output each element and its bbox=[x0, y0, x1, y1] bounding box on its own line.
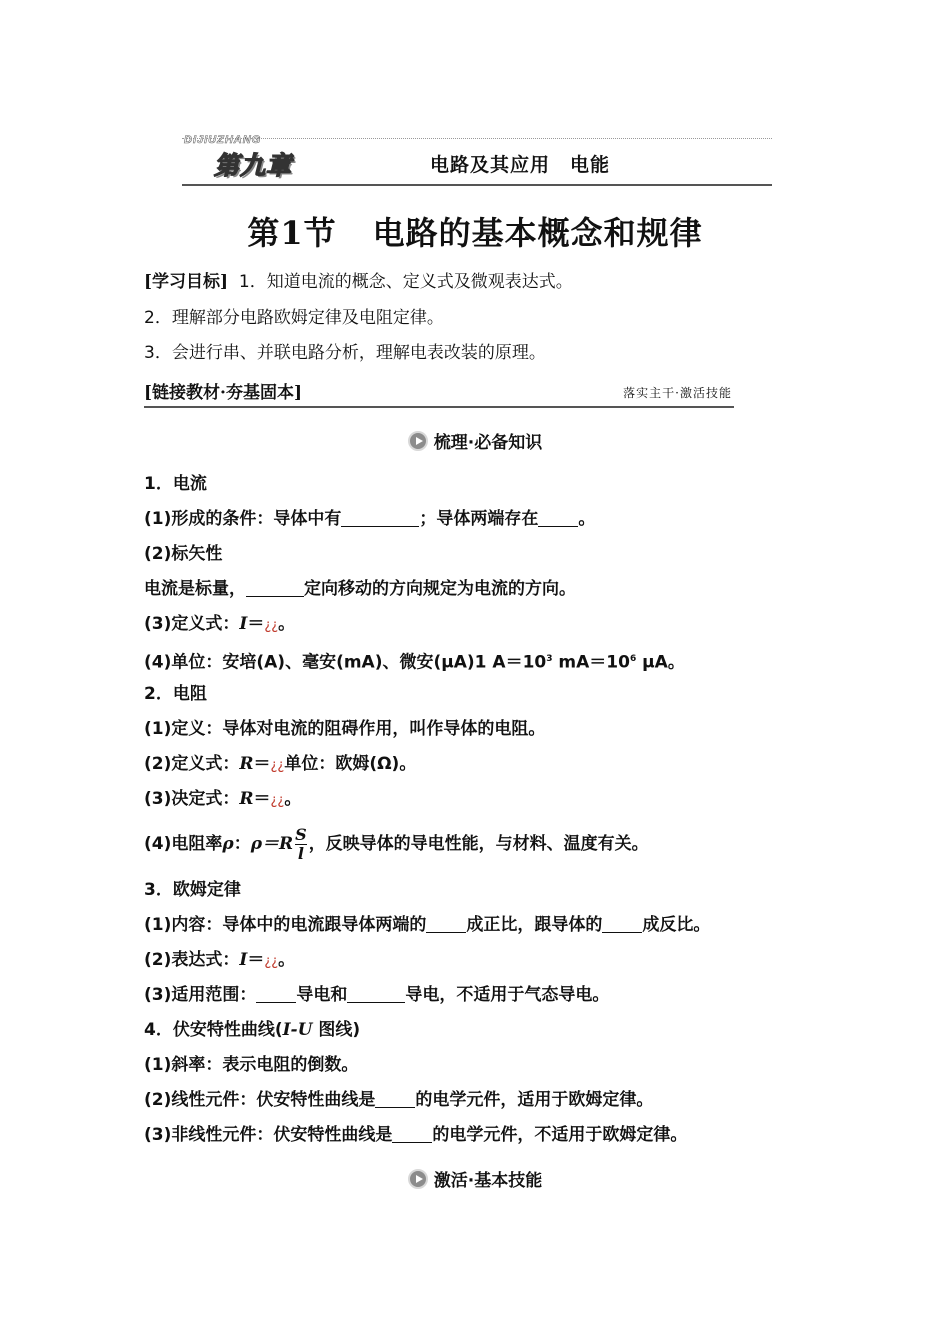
fraction-numerator: S bbox=[295, 824, 307, 844]
text: (3)适用范围： bbox=[144, 985, 257, 1005]
heading-resistance bbox=[144, 682, 207, 706]
link-bar-rule bbox=[144, 406, 734, 408]
fill-blank[interactable] bbox=[375, 1089, 415, 1108]
subhead-label: 激活·基本技能 bbox=[433, 1171, 543, 1191]
text: ＝ bbox=[247, 614, 265, 634]
current-units bbox=[144, 647, 685, 675]
subhead-skills bbox=[0, 1166, 950, 1191]
text: μA。 bbox=[636, 652, 685, 673]
text: 的电学元件，适用于欧姆定律。 bbox=[415, 1090, 654, 1110]
text: 成正比，跟导体的 bbox=[466, 915, 603, 935]
fill-blank[interactable] bbox=[426, 914, 466, 933]
current-conditions bbox=[144, 507, 595, 531]
garbled-formula: ¿¿ bbox=[264, 954, 279, 969]
heading-ohm bbox=[144, 878, 241, 902]
objectives-label: [学习目标] bbox=[144, 272, 229, 292]
heading-text: 3．欧姆定律 bbox=[144, 880, 241, 900]
section-title bbox=[0, 208, 950, 254]
exponent: 3 bbox=[546, 654, 553, 664]
text: (1)定义：导体对电流的阻碍作用，叫作导体的电阻。 bbox=[144, 719, 546, 739]
heading-text: 2．电阻 bbox=[144, 684, 207, 704]
symbol: I bbox=[239, 614, 248, 634]
garbled-formula: ¿¿ bbox=[264, 618, 279, 633]
resistance-decisive bbox=[144, 787, 301, 813]
text: (2)标矢性 bbox=[144, 544, 223, 564]
iv-nonlinear bbox=[144, 1123, 687, 1147]
text: 。 bbox=[278, 614, 296, 634]
fill-blank[interactable] bbox=[602, 914, 642, 933]
text: 。 bbox=[284, 789, 302, 809]
objective-line-3 bbox=[144, 341, 546, 365]
resistance-resistivity bbox=[144, 822, 649, 866]
header-dotted-rule bbox=[182, 138, 772, 139]
current-scalar-heading bbox=[144, 542, 222, 566]
symbol: R bbox=[239, 754, 254, 774]
link-bar-title: [链接教材·夯基固本] bbox=[144, 383, 303, 403]
text: 4．伏安特性曲线( bbox=[144, 1020, 283, 1040]
text: (2)表达式： bbox=[144, 950, 240, 970]
ohm-content bbox=[144, 913, 710, 937]
resistance-formula bbox=[144, 752, 416, 778]
text: (1)内容：导体中的电流跟导体两端的 bbox=[144, 915, 427, 935]
symbol: R bbox=[239, 789, 254, 809]
fill-blank[interactable] bbox=[392, 1124, 432, 1143]
text: (4)电阻率 bbox=[144, 834, 223, 854]
text: (3)定义式： bbox=[144, 614, 240, 634]
fraction-denominator: l bbox=[297, 843, 304, 863]
text: (2)定义式： bbox=[144, 754, 240, 774]
text: (3)决定式： bbox=[144, 789, 240, 809]
symbol: I bbox=[239, 950, 248, 970]
objective-line-2 bbox=[144, 306, 444, 330]
text: ＝ bbox=[253, 789, 271, 809]
fill-blank[interactable] bbox=[246, 578, 304, 597]
chapter-label: 第九章 bbox=[214, 151, 293, 180]
text: 定向移动的方向规定为电流的方向。 bbox=[304, 579, 576, 599]
fill-blank[interactable] bbox=[538, 508, 578, 527]
text: mA＝10 bbox=[552, 652, 630, 673]
text: 成反比。 bbox=[642, 915, 711, 935]
text: ；导体两端存在 bbox=[419, 509, 539, 529]
text: 导电和 bbox=[296, 985, 348, 1005]
fraction bbox=[295, 826, 307, 863]
text: ＝ bbox=[253, 754, 271, 774]
resistance-definition bbox=[144, 717, 545, 741]
header-rule bbox=[182, 184, 772, 186]
section-name: 电路的基本概念和规律 bbox=[372, 214, 703, 252]
iv-linear bbox=[144, 1088, 653, 1112]
text: 的电学元件，不适用于欧姆定律。 bbox=[432, 1125, 688, 1145]
garbled-formula: ¿¿ bbox=[270, 793, 285, 808]
exponent: 6 bbox=[629, 654, 637, 664]
text: (3)非线性元件：伏安特性曲线是 bbox=[144, 1125, 393, 1145]
ohm-scope bbox=[144, 983, 609, 1007]
chapter-title: 电路及其应用 电能 bbox=[430, 154, 611, 176]
text: 单位：欧姆(Ω)。 bbox=[284, 754, 417, 774]
heading-text: 1．电流 bbox=[144, 474, 207, 494]
chapter-pinyin: DIJIUZHANG bbox=[184, 134, 262, 146]
formula: ρ＝R bbox=[250, 834, 294, 854]
text: (1)形成的条件：导体中有 bbox=[144, 509, 342, 529]
objective-item: 3．会进行串、并联电路分析，理解电表改装的原理。 bbox=[144, 343, 546, 363]
play-circle-icon bbox=[408, 431, 428, 451]
text: ＝ bbox=[247, 950, 265, 970]
current-scalar-text bbox=[144, 577, 576, 601]
objective-line-1 bbox=[144, 270, 573, 294]
iv-slope bbox=[144, 1053, 358, 1077]
heading-current bbox=[144, 472, 207, 496]
textbook-link-bar bbox=[144, 378, 734, 408]
text: (2)线性元件：伏安特性曲线是 bbox=[144, 1090, 376, 1110]
heading-iv-curve bbox=[144, 1018, 360, 1042]
play-circle-icon bbox=[408, 1169, 428, 1189]
text: 图线) bbox=[312, 1020, 361, 1040]
current-definition bbox=[144, 612, 295, 638]
subhead-label: 梳理·必备知识 bbox=[433, 433, 543, 453]
subhead-knowledge bbox=[0, 428, 950, 453]
fill-blank[interactable] bbox=[256, 984, 296, 1003]
text: 。 bbox=[278, 950, 296, 970]
text: 电流是标量， bbox=[144, 579, 246, 599]
text: ： bbox=[233, 834, 251, 854]
text: (4)单位：安培(A)、毫安(mA)、微安(μA)1 A＝10 bbox=[144, 652, 547, 673]
text: 导电，不适用于气态导电。 bbox=[405, 985, 610, 1005]
ohm-expression bbox=[144, 948, 295, 974]
garbled-formula: ¿¿ bbox=[270, 758, 285, 773]
symbol: I-U bbox=[282, 1020, 313, 1040]
symbol: ρ bbox=[222, 834, 234, 854]
objective-item: 2．理解部分电路欧姆定律及电阻定律。 bbox=[144, 308, 444, 328]
fill-blank[interactable] bbox=[347, 984, 405, 1003]
text: 。 bbox=[578, 509, 596, 529]
text: ，反映导体的导电性能，与材料、温度有关。 bbox=[308, 834, 649, 854]
chapter-header bbox=[182, 134, 772, 186]
fill-blank[interactable] bbox=[341, 508, 419, 527]
text: (1)斜率：表示电阻的倒数。 bbox=[144, 1055, 359, 1075]
objective-item: 1．知道电流的概念、定义式及微观表达式。 bbox=[238, 272, 573, 292]
section-number: 第1节 bbox=[247, 214, 337, 252]
link-bar-subtitle: 落实主干·激活技能 bbox=[623, 386, 732, 400]
